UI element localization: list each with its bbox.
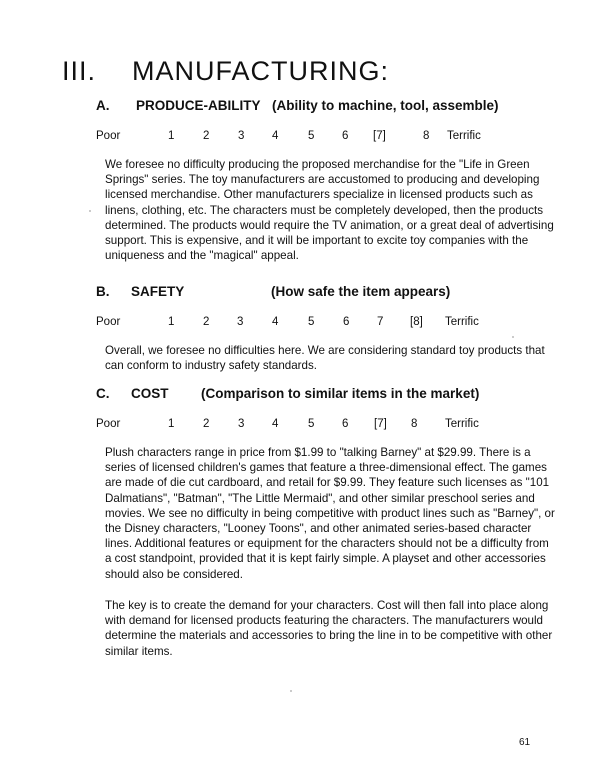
- rating-high-label: Terrific: [447, 130, 481, 142]
- section-a-letter: A.: [96, 98, 110, 113]
- rating-value: 1: [168, 130, 175, 142]
- rating-low-label: Poor: [96, 130, 121, 142]
- rating-value-selected: [7]: [374, 418, 387, 430]
- rating-value: 5: [308, 316, 315, 328]
- rating-value: 4: [272, 316, 279, 328]
- section-b-title: SAFETY: [131, 284, 185, 299]
- section-c-paragraph-2: The key is to create the demand for your characters. Cost will then fall into place along with demand for licensed products featuring the characters. The manufacturers would determine the materials and accessories to bring the line in to be competitive with other similar items.: [105, 599, 553, 658]
- rating-value: 6: [342, 130, 349, 142]
- section-b-subtitle: (How safe the item appears): [271, 284, 451, 299]
- rating-value: 3: [237, 316, 244, 328]
- rating-value: 3: [238, 130, 245, 142]
- heading-numeral: III.: [62, 56, 97, 86]
- scan-speck: [290, 690, 292, 692]
- rating-value: 4: [272, 130, 279, 142]
- rating-low-label: Poor: [96, 316, 121, 328]
- scan-speck: [512, 336, 514, 338]
- rating-value: 7: [377, 316, 384, 328]
- heading-title: MANUFACTURING:: [132, 56, 389, 86]
- rating-value: 3: [238, 418, 245, 430]
- rating-value: 8: [423, 130, 430, 142]
- section-c-subtitle: (Comparison to similar items in the market): [201, 386, 480, 401]
- scan-speck: [89, 210, 91, 212]
- section-c-letter: C.: [96, 386, 110, 401]
- section-b-letter: B.: [96, 284, 110, 299]
- rating-low-label: Poor: [96, 418, 121, 430]
- section-b-rating-scale: [96, 316, 516, 332]
- rating-value: 2: [203, 130, 210, 142]
- rating-value: 6: [342, 418, 349, 430]
- rating-value: 8: [411, 418, 418, 430]
- main-heading: [62, 56, 389, 87]
- rating-value: 2: [203, 316, 210, 328]
- section-b-paragraph: Overall, we foresee no difficulties here. We are considering standard toy products that can conform to industry safety standards.: [105, 344, 545, 373]
- rating-value: 1: [168, 316, 175, 328]
- rating-value-selected: [8]: [410, 316, 423, 328]
- rating-value: 2: [203, 418, 210, 430]
- rating-value: 4: [272, 418, 279, 430]
- rating-value-selected: [7]: [373, 130, 386, 142]
- rating-value: 5: [308, 418, 315, 430]
- rating-value: 1: [168, 418, 175, 430]
- section-a-rating-scale: [96, 130, 516, 146]
- section-c-paragraph-1: Plush characters range in price from $1.99 to "talking Barney" at $29.99. There is a series of licensed children's games that feature a three-dimensional effect. The games are made of die cut cardboard, and retail for $9.99. They feature such licenses as "101 Dalmatians", "Batman", "The Little Mermaid", and other similar preschool series and movies. We see no difficulty in being competitive with product lines such as "Barney", or the Disney characters, "Looney Toons", and other animated series-based character lines. Additional features or equipment for the characters should not be a difficulty from a cost standpoint, provided that it is kept fairly simple. A playset and other accessories should also be considered.: [105, 446, 555, 581]
- rating-high-label: Terrific: [445, 316, 479, 328]
- section-a-title: PRODUCE-ABILITY: [136, 98, 261, 113]
- section-c-title: COST: [131, 386, 169, 401]
- page-number: 61: [519, 737, 531, 748]
- section-c-rating-scale: [96, 418, 516, 434]
- section-a-subtitle: (Ability to machine, tool, assemble): [272, 98, 499, 113]
- rating-value: 6: [343, 316, 350, 328]
- rating-value: 5: [308, 130, 315, 142]
- rating-high-label: Terrific: [445, 418, 479, 430]
- section-a-paragraph: We foresee no difficulty producing the proposed merchandise for the "Life in Green Springs" series. The toy manufacturers are accustomed to producing and developing licensed merchandise. Other manufacturers specialize in licensed products such as linens, clothing, etc. The characters must be completely developed, then the products determined. The products would require the TV animation, or a great deal of advertising support. This is expensive, and it will be important to excite toy companies with the uniqueness and the "magical" appeal.: [105, 158, 554, 263]
